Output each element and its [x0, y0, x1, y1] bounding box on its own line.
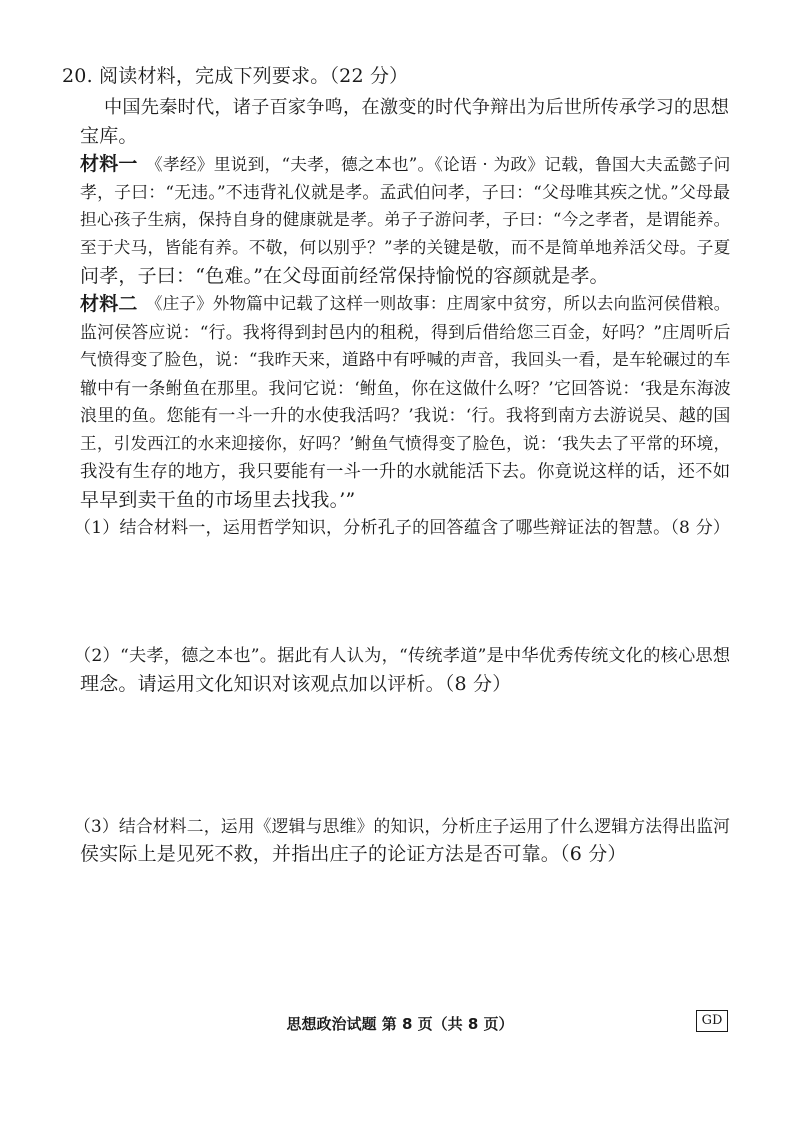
material-one-line: 担心孩子生病，保持自身的健康就是孝。弟子子游问孝，子曰：“今之孝者，是谓能养。	[80, 210, 731, 229]
sub-question-3: （3）结合材料二，运用《逻辑与思维》的知识，分析庄子运用了什么逻辑方法得出监河	[74, 816, 731, 836]
material-two-line: 气愤得变了脸色，说：“我昨天来，道路中有呼喊的声音，我回头一看，是车轮碾过的车	[80, 350, 731, 369]
question-header: 20. 阅读材料，完成下列要求。（22 分）	[62, 65, 409, 87]
material-two-line: 《庄子》外物篇中记载了这样一则故事：庄周家中贫穷，所以去向监河侯借粮。	[146, 294, 731, 313]
material-one-line: 问孝，子曰：“色难。”在父母面前经常保持愉悦的容颜就是孝。	[80, 265, 609, 287]
material-two-line: 浪里的鱼。您能有一斗一升的水使我活吗？’我说：‘行。我将到南方去游说吴、越的国	[80, 406, 731, 426]
sub-question-1: （1）结合材料一，运用哲学知识，分析孔子的回答蕴含了哪些辩证法的智慧。（8 分）	[74, 518, 731, 538]
material-one-line: 孝，子曰：“无违。”不违背礼仪就是孝。孟武伯问孝，子曰：“父母唯其疾之忧。”父母最	[80, 182, 731, 202]
page-footer: 思想政治试题 第 8 页（共 8 页）	[286, 1015, 514, 1033]
sub-question-3: 侯实际上是见死不救，并指出庄子的论证方法是否可靠。（6 分）	[80, 843, 627, 865]
material-two-line: 早早到卖干鱼的市场里去找我。’”	[80, 489, 356, 511]
material-two-label: 材料二	[80, 293, 138, 315]
sub-question-2: （2）“夫孝，德之本也”。据此有人认为，“传统孝道”是中华优秀传统文化的核心思想	[74, 646, 731, 666]
intro-line: 宝库。	[80, 125, 138, 147]
material-one-line: 《孝经》里说到，“夫孝，德之本也”。《论语 · 为政》记载，鲁国大夫孟懿子问	[146, 154, 731, 174]
sub-question-2: 理念。请运用文化知识对该观点加以评析。（8 分）	[80, 673, 512, 695]
material-two-line: 辙中有一条鲋鱼在那里。我问它说：‘鲋鱼，你在这做什么呀？’它回答说：‘我是东海波	[80, 378, 731, 398]
material-two-line: 监河侯答应说：“行。我将得到封邑内的租税，得到后借给您三百金，好吗？”庄周听后	[80, 322, 731, 342]
intro-line: 中国先秦时代，诸子百家争鸣，在激变的时代争辩出为后世所传承学习的思想	[104, 97, 730, 118]
material-one-label: 材料一	[80, 153, 138, 175]
region-badge: GD	[696, 1010, 728, 1032]
material-one-line: 至于犬马，皆能有养。不敬，何以别乎？”孝的关键是敬，而不是简单地养活父母。子夏	[80, 238, 731, 257]
material-two-line: 我没有生存的地方，我只要能有一斗一升的水就能活下去。你竟说这样的话，还不如	[80, 462, 731, 482]
material-two-line: 王，引发西江的水来迎接你，好吗？’鲋鱼气愤得变了脸色，说：‘我失去了平常的环境，	[80, 434, 731, 453]
